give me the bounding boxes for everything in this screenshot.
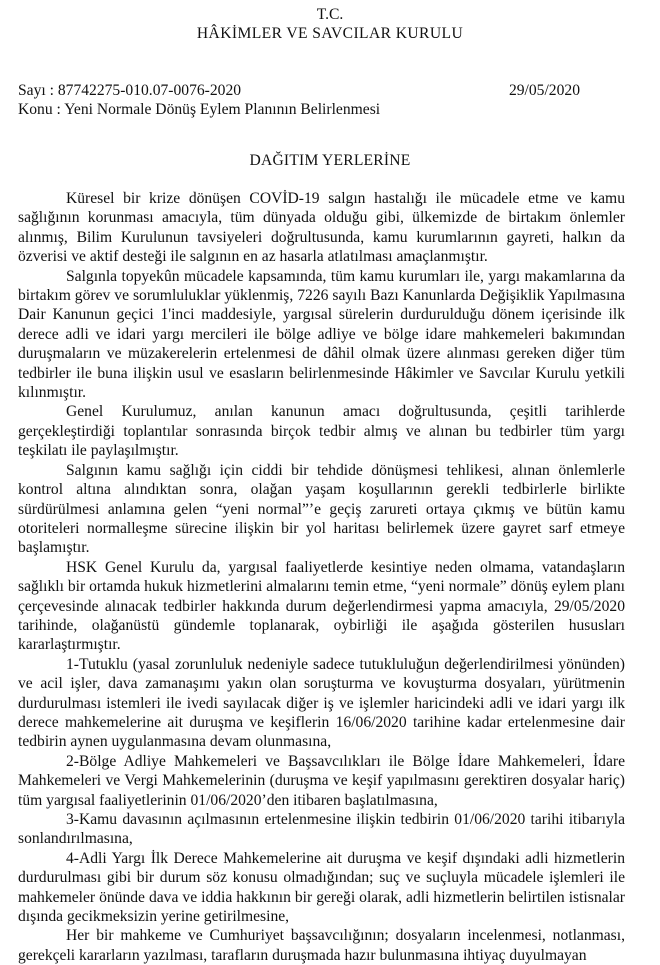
paragraph-item-3: 3-Kamu davasının açılmasının ertelenmesine ilişkin tedbirin 01/06/2020 tarihi itibarıyla sonlandırılmasına,: [18, 811, 625, 848]
paragraph-item-2: 2-Bölge Adliye Mahkemeleri ve Başsavcılıkları ile Bölge İdare Mahkemeleri, İdare Mahkemeleri ve Vergi Mahkemelerinin (duruşma ve keşif yapılmasını gerektiren dosyalar hariç) tüm yargısal faaliyetlerinin 01/06/2020’den itibaren başlatılmasına,: [18, 752, 625, 809]
document-body: [18, 189, 625, 965]
paragraph-decision-intro: HSK Genel Kurulu da, yargısal faaliyetlerde kesintiye neden olmama, vatandaşların sağlıklı bir ortamda hukuk hizmetlerini almalarını temin etme, “yeni normale” dönüş eylem planı çerçevesinde alınacak tedbirler hakkında durum değerlendirmesi yapma amacıyla, 29/05/2020 tarihinde, olağanüstü gündemle toplanarak, oybirliği ile aşağıda gösterilen hususları kararlaştırmıştır.: [18, 558, 625, 654]
header-institution: HÂKİMLER VE SAVCILAR KURULU: [196, 25, 464, 42]
paragraph-new-normal: Salgının kamu sağlığı için ciddi bir tehdide dönüşmesi tehlikesi, alınan önlemlerle kontrol altına alındıktan sonra, olağan yaşam koşullarının gerekli tedbirlerle birlikte sürdürülmesi anlamına gelen “yeni normal”’e geçiş zarureti ortaya çıkmış ve bütün kamu otoriteleri normalleşme sürecine ilişkin bir yol haritası belirlemek üzere gayret sarf etmeye başlamıştır.: [18, 461, 625, 557]
recipients-title: DAĞITIM YERLERİNE: [249, 152, 411, 169]
paragraph-item-4: 4-Adli Yargı İlk Derece Mahkemelerine ait duruşma ve keşif dışındaki adli hizmetlerin durdurulması gibi bir durum söz konusu olmadığından; suç ve suçluyla mücadele işlemleri ile mahkemeler önünde dava ve iddia hakkının bir gereği olarak, adli hizmetlerin belirtilen istisnalar dışında gecikmeksizin yerine getirilmesine,: [18, 849, 625, 926]
paragraph-legal-basis: Salgınla topyekûn mücadele kapsamında, tüm kamu kurumları ile, yargı makamlarına da birtakım görev ve sorumluluklar yüklenmiş, 7226 sayılı Bazı Kanunlarda Değişiklik Yapılmasına Dair Kanunun geçici 1'inci maddesiyle, yargısal sürelerin durdurulduğu dönem içerisinde ilk derece adli ve idari yargı mercileri ile bölge adliye ve bölge idare mahkemeleri bakımından duruşmaların ve müzakerelerin ertelenmesi de dâhil olmak üzere alınması gereken diğer tüm tedbirler ile buna ilişkin usul ve esasların belirlenmesinde Hâkimler ve Savcılar Kurulu yetkili kılınmıştır.: [18, 267, 625, 402]
paragraph-general-council: Genel Kurulumuz, anılan kanunun amacı doğrultusunda, çeşitli tarihlerde gerçekleştirdiği toplantılar sonrasında birçok tedbir almış ve alınan bu tedbirler tüm yargı teşkilatı ile paylaşılmıştır.: [18, 403, 625, 460]
paragraph-item-1: 1-Tutuklu (yasal zorunluluk nedeniyle sadece tutukluluğun değerlendirilmesi yönünden) ve acil işler, dava zamanaşımı yakın olan soruşturma ve kovuşturma dosyaları, yürütmenin durdurulması istemleri ile ivedi sayılacak diğer iş ve işlemler haricindeki adli ve idari yargı ilk derece mahkemelerine ait duruşma ve keşiflerin 16/06/2020 tarihine kadar ertelenmesine dair tedbirin aynen uygulanmasına devam olunmasına,: [18, 655, 625, 751]
document-date: 29/05/2020: [508, 82, 580, 99]
paragraph-intro: Küresel bir krize dönüşen COVİD-19 salgın hastalığı ile mücadele etme ve kamu sağlığının korunması amacıyla, tüm dünyada olduğu gibi, ülkemizde de birtakım önlemler alınmış, Bilim Kurulunun tavsiyeleri doğrultusunda, kamu kurumlarının gayreti, halkın da özverisi ve aktif desteği ile salgının en az hasarla atlatılması amaçlanmıştır.: [18, 190, 625, 266]
subject-line: Konu : Yeni Normale Dönüş Eylem Planının Belirlenmesi: [18, 101, 381, 118]
paragraph-continuation: Her bir mahkeme ve Cumhuriyet başsavcılığının; dosyaların incelenmesi, notlanması, gerekçeli kararların yazılması, tarafların duruşmada hazır bulunmasına ihtiyaç duyulmayan: [18, 927, 625, 964]
reference-number: Sayı : 87742275-010.07-0076-2020: [18, 82, 242, 99]
header-country: T.C.: [316, 6, 344, 23]
